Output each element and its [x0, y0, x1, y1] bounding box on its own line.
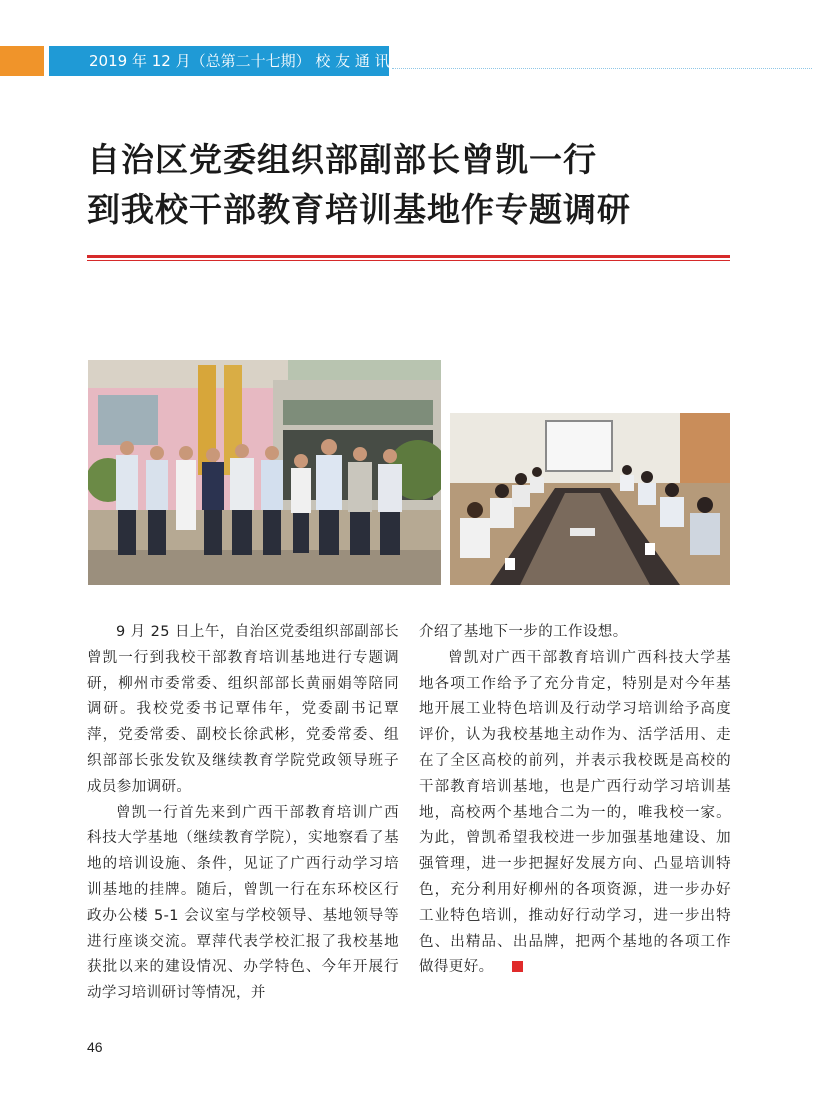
title-line-2: 到我校干部教育培训基地作专题调研	[87, 190, 631, 229]
meeting-photo-image	[450, 413, 730, 585]
meeting-photo	[450, 413, 730, 585]
issue-header	[49, 46, 389, 76]
group-photo-image	[88, 360, 441, 585]
issue-label: 2019 年 12 月（总第二十七期） 校 友 通 讯	[89, 52, 390, 70]
header-accent-block	[0, 46, 44, 76]
title-rule	[87, 255, 730, 258]
header-dotted-line	[392, 68, 812, 69]
end-of-article-square-icon	[512, 961, 523, 972]
paragraph: 曾凯一行首先来到广西干部教育培训广西科技大学基地（继续教育学院），实地察看了基地的培训设施、条件，见证了广西行动学习培训基地的挂牌。随后，曾凯一行在东环校区行政办公楼 5-1 会议室与学校领导、基地领导等进行座谈交流。覃萍代表学校汇报了我校基地获批以来的建设情况、办学特色、今年开展行动学习培训研讨等情况，并	[87, 804, 399, 1002]
paragraph	[419, 646, 731, 981]
paragraph-continuation: 介绍了基地下一步的工作设想。	[419, 624, 628, 640]
group-photo	[88, 360, 441, 585]
page-number: 46	[87, 1039, 103, 1055]
title-rule-thin	[87, 260, 730, 261]
article-title	[87, 135, 737, 235]
title-line-1: 自治区党委组织部副部长曾凯一行	[87, 140, 597, 179]
article-column-right	[419, 620, 731, 981]
article-column-left	[87, 620, 399, 1007]
paragraph: 9 月 25 日上午，自治区党委组织部副部长曾凯一行到我校干部教育培训基地进行专题调研，柳州市委常委、组织部部长黄丽娟等陪同调研。我校党委书记覃伟年，党委副书记覃萍，党委常委、副校长徐武彬，党委常委、组织部部长张发钦及继续教育学院党政领导班子成员参加调研。	[87, 624, 399, 795]
paragraph-text: 曾凯对广西干部教育培训广西科技大学基地各项工作给予了充分肯定，特别是对今年基地开展工业特色培训及行动学习培训给予高度评价，认为我校基地主动作为、活学活用、走在了全区高校的前列，并表示我校既是高校的干部教育培训基地，也是广西行动学习培训基地，高校两个基地合二为一的，唯我校一家。为此，曾凯希望我校进一步加强基地建设、加强管理，进一步把握好发展方向、凸显培训特色，充分利用好柳州的各项资源，进一步办好工业特色培训，推动好行动学习，进一步出特色、出精品、出品牌，把两个基地的各项工作做得更好。	[419, 649, 731, 976]
